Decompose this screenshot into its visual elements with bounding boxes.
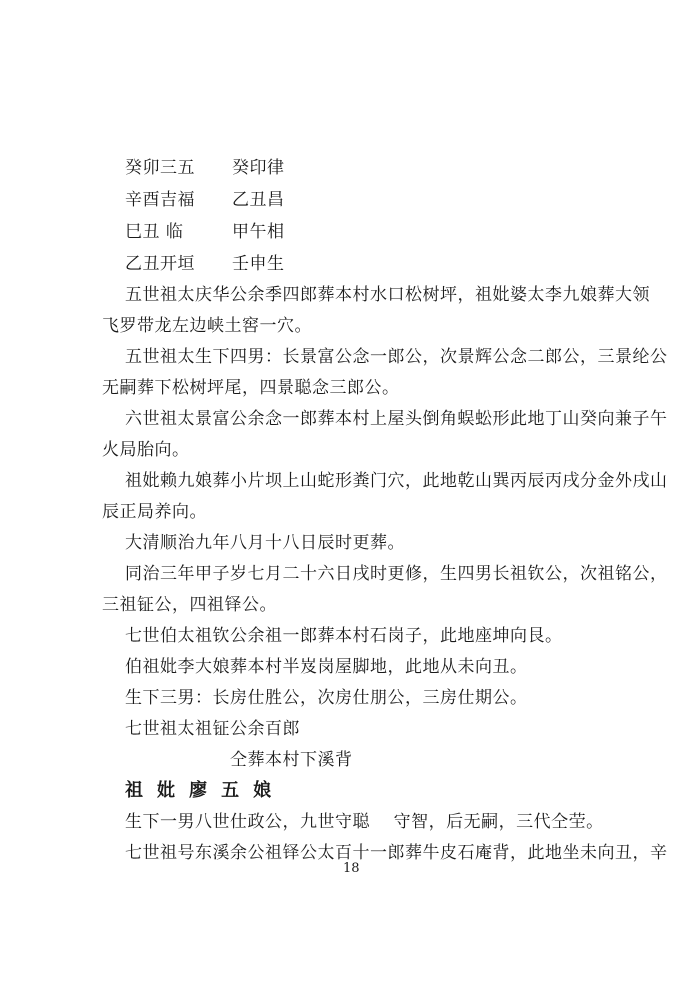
pair-right: 癸印律 <box>232 158 285 178</box>
text-line: 六世祖太景富公余念一郎葬本村上屋头倒角蜈蚣形此地丁山癸向兼子午 <box>125 409 668 429</box>
text-line: 飞罗带龙左边峡土窖一穴。 <box>102 316 312 336</box>
text-line: 祖妣赖九娘葬小片坝上山蛇形粪门穴，此地乾山巽丙辰丙戌分金外戌山 <box>125 471 668 491</box>
pair-left: 巳丑 临 <box>125 222 184 242</box>
pair-left: 乙丑开垣 <box>125 254 195 274</box>
text-line: 同治三年甲子岁七月二十六日戌时更修，生四男长祖钦公，次祖铭公， <box>125 564 668 584</box>
text-line: 五世祖太生下四男：长景富公念一郎公，次景辉公念二郎公，三景纶公 <box>125 347 668 367</box>
text-line-heading: 祖 妣 廖 五 娘 <box>125 780 272 801</box>
text-line: 七世伯太祖钦公余祖一郎葬本村石岗子，此地座坤向艮。 <box>125 626 563 646</box>
text-line: 五世祖太庆华公余季四郎葬本村水口松树坪，祖妣婆太李九娘葬大领 <box>125 285 650 305</box>
text-line: 火局胎向。 <box>102 440 190 460</box>
text-line: 七世祖号东溪余公祖铎公太百十一郎葬牛皮石庵背，此地坐未向丑，辛 <box>125 843 668 863</box>
text-line: 辰正局养向。 <box>102 502 207 522</box>
pair-left: 癸卯三五 <box>125 158 195 178</box>
text-line: 大清顺治九年八月十八日辰时更葬。 <box>125 533 405 553</box>
text-line: 无嗣葬下松树坪尾，四景聪念三郎公。 <box>102 378 400 398</box>
text-line: 仝葬本村下溪背 <box>230 750 353 770</box>
text-line: 生下一男八世仕政公，九世守聪 守智，后无嗣，三代仝茔。 <box>125 812 604 832</box>
text-line: 生下三男：长房仕胜公，次房仕朋公，三房仕期公。 <box>125 688 528 708</box>
text-line: 伯祖妣李大娘葬本村半岌岗屋脚地，此地从未向丑。 <box>125 657 528 677</box>
pair-right: 乙丑昌 <box>232 190 285 210</box>
pair-left: 辛酉吉福 <box>125 190 195 210</box>
pair-right: 甲午相 <box>232 222 285 242</box>
text-line: 七世祖太祖钲公余百郎 <box>125 719 300 739</box>
text-line: 三祖钲公，四祖铎公。 <box>102 595 277 615</box>
pair-right: 壬申生 <box>232 254 285 274</box>
page-number: 18 <box>343 861 360 876</box>
